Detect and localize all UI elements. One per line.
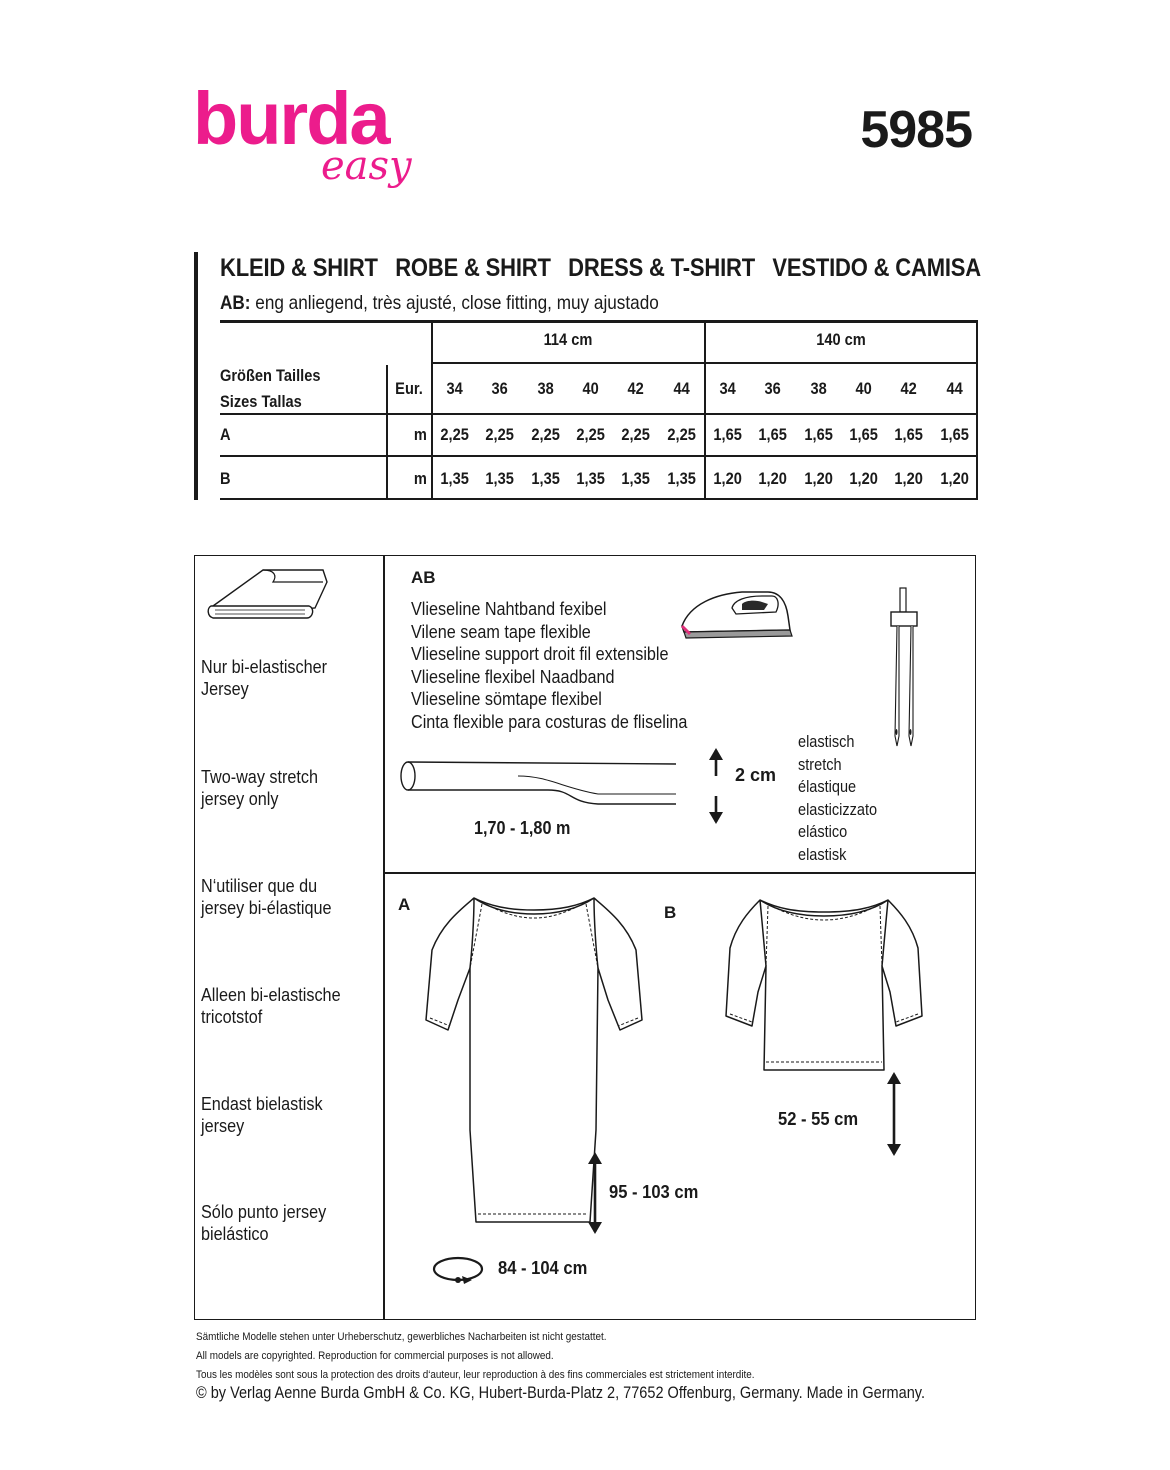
- fit-description: [220, 292, 659, 315]
- title-de: KLEID & SHIRT: [220, 254, 378, 282]
- yardage-cell: 2,25: [531, 425, 560, 444]
- needle-type-it: elasticizzato: [798, 800, 878, 819]
- dress-length-arrow-icon: [584, 1150, 606, 1236]
- notion-line-es: Cinta flexible para costuras de fliselina: [411, 711, 688, 732]
- notions-list: [411, 598, 687, 733]
- needle-type-list: [798, 731, 877, 866]
- yardage-cell: 2,25: [576, 425, 605, 444]
- row-view-b: B: [220, 469, 231, 488]
- fit-text: eng anliegend, très ajusté, close fitting, muy ajustado: [255, 292, 659, 314]
- yardage-cell: 1,20: [940, 469, 969, 488]
- fabric-note-en-line1: Two-way stretch: [201, 767, 319, 787]
- fabric-note-de-line1: Nur bi-elastischer: [201, 657, 328, 677]
- size-header-cell: 44: [946, 379, 963, 398]
- notion-line-de: Vlieseline Nahtband fexibel: [411, 599, 607, 619]
- size-header-cell: 40: [582, 379, 599, 398]
- fabric-note-fr: [201, 875, 332, 919]
- fabric-note-fr-line2: jersey bi-élastique: [201, 898, 332, 918]
- size-header-cell: 40: [855, 379, 872, 398]
- fabric-note-nl-line1: Alleen bi-elastische: [201, 985, 341, 1005]
- yardage-cell: 2,25: [667, 425, 696, 444]
- size-header-cell: 42: [900, 379, 918, 398]
- title-accent-bar: [194, 252, 198, 500]
- seam-tape-icon: [398, 752, 680, 812]
- size-header-cell: 36: [491, 379, 509, 398]
- fabric-requirement-table: [220, 320, 978, 500]
- hip-width-icon: [430, 1252, 490, 1288]
- yardage-cell: 1,35: [576, 469, 605, 488]
- needle-type-en: stretch: [798, 755, 842, 774]
- yardage-cell: 1,35: [531, 469, 560, 488]
- fabric-note-sv-line2: jersey: [201, 1116, 245, 1136]
- yardage-cell: 1,65: [849, 425, 878, 444]
- fabric-note-en: [201, 766, 318, 810]
- yardage-cell: 1,35: [667, 469, 696, 488]
- footer-copyright-en: All models are copyrighted. Reproduction for commercial purposes is not allowed.: [196, 1350, 554, 1362]
- fabric-note-sv-line1: Endast bielastisk: [201, 1094, 323, 1114]
- fabric-note-de: [201, 656, 327, 700]
- size-label-line2: Sizes Tallas: [220, 392, 302, 411]
- title-es: VESTIDO & CAMISA: [772, 254, 982, 282]
- notion-line-nl: Vlieseline flexibel Naadband: [411, 666, 615, 687]
- yardage-cell: 1,65: [758, 425, 788, 444]
- fabric-note-es-line2: bielástico: [201, 1224, 269, 1244]
- fabric-roll-icon: [205, 562, 335, 624]
- size-system: Eur.: [395, 379, 423, 398]
- row-b-unit: m: [413, 469, 427, 488]
- shirt-length: 52 - 55 cm: [778, 1109, 859, 1129]
- fabric-note-es-line1: Sólo punto jersey: [201, 1202, 327, 1222]
- footer-publisher: © by Verlag Aenne Burda GmbH & Co. KG, Hubert-Burda-Platz 2, 77652 Offenburg, Germany. Made in Germany.: [196, 1384, 925, 1402]
- yardage-cell: 1,20: [804, 469, 833, 488]
- needle-type-de: elastisch: [798, 733, 855, 751]
- tape-width: 2 cm: [735, 765, 777, 785]
- fabric-note-sv: [201, 1093, 323, 1137]
- dress-length: 95 - 103 cm: [609, 1182, 699, 1202]
- fabric-note-fr-line1: N‘utiliser que du: [201, 876, 318, 896]
- dress-width: 84 - 104 cm: [498, 1258, 588, 1278]
- tape-length: 1,70 - 1,80 m: [474, 818, 571, 838]
- row-view-a: A: [220, 425, 231, 444]
- yardage-cell: 2,25: [485, 425, 515, 444]
- size-label-line1: Größen Tailles: [220, 366, 321, 385]
- fit-prefix: AB:: [220, 292, 251, 314]
- yardage-cell: 1,20: [758, 469, 788, 488]
- view-a-label: A: [398, 895, 411, 914]
- yardage-cell: 2,25: [440, 425, 469, 444]
- yardage-cell: 1,20: [849, 469, 878, 488]
- yardage-cell: 1,20: [894, 469, 924, 488]
- needle-type-nl: elastisk: [798, 845, 847, 864]
- brand-logo-burda: burda: [193, 77, 389, 160]
- width-140-header: 140 cm: [816, 330, 866, 349]
- yardage-cell: 1,65: [713, 425, 742, 444]
- notion-line-en: Vilene seam tape flexible: [411, 621, 591, 642]
- fabric-note-nl: [201, 984, 341, 1028]
- brand-logo-easy: easy: [321, 143, 412, 189]
- garment-titles: [220, 254, 992, 283]
- yardage-cell: 1,65: [894, 425, 924, 444]
- shirt-view-b-drawing: [724, 882, 974, 1082]
- yardage-cell: 1,35: [485, 469, 515, 488]
- tape-width-arrow-icon: [705, 746, 727, 826]
- box-divider-vertical: [383, 555, 385, 1320]
- notion-line-fr: Vlieseline support droit fil extensible: [411, 644, 669, 664]
- fabric-note-es: [201, 1201, 326, 1245]
- fabric-note-de-line2: Jersey: [201, 679, 249, 699]
- footer-copyright-fr: Tous les modèles sont sous la protection des droits d‘auteur, leur reproduction à des fins commerciales est strictement interdite.: [196, 1369, 755, 1381]
- size-header-cell: 34: [719, 379, 736, 398]
- needle-type-fr: élastique: [798, 778, 857, 796]
- pattern-number: 5985: [860, 101, 972, 159]
- yardage-cell: 1,35: [440, 469, 469, 488]
- yardage-cell: 2,25: [621, 425, 651, 444]
- shirt-length-arrow-icon: [883, 1070, 905, 1158]
- fabric-note-en-line2: jersey only: [201, 789, 279, 809]
- size-header-cell: 34: [446, 379, 463, 398]
- size-header-cell: 38: [810, 379, 827, 398]
- size-header-cell: 44: [673, 379, 690, 398]
- size-header-cell: 42: [627, 379, 645, 398]
- yardage-cell: 1,20: [713, 469, 742, 488]
- notions-views-label: AB: [411, 568, 436, 587]
- view-b-label: B: [664, 903, 677, 922]
- notion-line-sv: Vlieseline sömtape flexibel: [411, 689, 602, 709]
- twin-needle-icon: [885, 586, 925, 752]
- width-114-header: 114 cm: [543, 330, 593, 349]
- needle-type-es: elástico: [798, 823, 848, 841]
- title-en: DRESS & T-SHIRT: [568, 254, 755, 282]
- yardage-cell: 1,65: [804, 425, 833, 444]
- footer-copyright-de: Sämtliche Modelle stehen unter Urheberschutz, gewerbliches Nacharbeiten ist nicht gestattet.: [196, 1331, 607, 1343]
- size-header-cell: 38: [537, 379, 554, 398]
- row-a-unit: m: [413, 425, 427, 444]
- yardage-cell: 1,65: [940, 425, 969, 444]
- fabric-note-nl-line2: tricotstof: [201, 1007, 263, 1027]
- brand-logo: [193, 77, 453, 212]
- title-fr: ROBE & SHIRT: [395, 254, 551, 282]
- box-divider-horizontal: [383, 872, 976, 874]
- size-header-cell: 36: [764, 379, 782, 398]
- iron-icon: [676, 582, 808, 646]
- yardage-cell: 1,35: [621, 469, 651, 488]
